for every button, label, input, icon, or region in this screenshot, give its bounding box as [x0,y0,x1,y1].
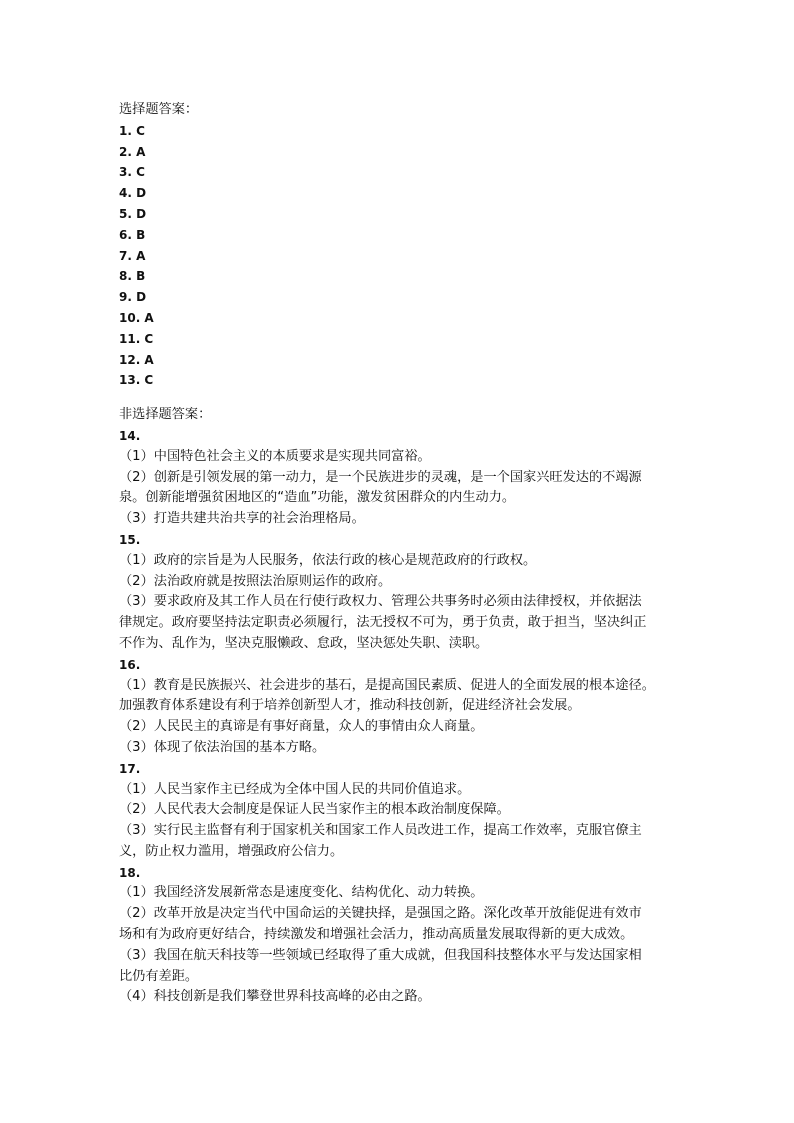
multiple-choice-heading: 选择题答案： [119,102,199,117]
mc-answer-1: 1. C [119,123,145,138]
answer-line: 场和有为政府更好结合，持续激发和增强社会活力，推动高质量发展取得新的更大成效。 [119,927,634,943]
answer-line: （3）打造共建共治共享的社会治理格局。 [119,511,365,527]
answer-line: （1）我国经济发展新常态是速度变化、结构优化、动力转换。 [119,885,484,901]
answer-line: 加强教育体系建设有利于培养创新型人才，推动科技创新，促进经济社会发展。 [119,698,581,714]
answer-line: （2）人民代表大会制度是保证人民当家作主的根本政治制度保障。 [119,802,510,818]
mc-answer-4: 4. D [119,186,147,201]
question-15 [119,530,689,655]
mc-answer-11: 11. C [119,331,154,346]
question-number: 15. [119,532,141,547]
answer-line: （4）科技创新是我们攀登世界科技高峰的必由之路。 [119,989,431,1005]
section-spacer [119,391,689,405]
answer-line: （3）体现了依法治国的基本方略。 [119,739,326,755]
question-number: 18. [119,865,141,880]
answer-line: （2）人民民主的真谛是有事好商量，众人的事情由众人商量。 [119,719,484,735]
mc-answer-3: 3. C [119,165,145,180]
answer-line: 比仍有差距。 [119,968,199,984]
mc-answer-13: 13. C [119,373,154,388]
answer-line: （1）中国特色社会主义的本质要求是实现共同富裕。 [119,448,431,464]
question-14 [119,426,689,530]
answer-line: 义，防止权力滥用，增强政府公信力。 [119,843,344,859]
question-16 [119,655,689,759]
mc-answer-8: 8. B [119,269,146,284]
answer-line: （2）改革开放是决定当代中国命运的关键抉择，是强国之路。深化改革开放能促进有效市 [119,906,642,922]
answer-line: 律规定。政府要坚持法定职责必须履行，法无授权不可为，勇于负责，敢于担当，坚决纠正 [119,615,647,631]
question-number: 14. [119,428,141,443]
question-18 [119,863,689,1009]
answer-line: （1）政府的宗旨是为人民服务，依法行政的核心是规范政府的行政权。 [119,552,537,568]
answer-line: （3）实行民主监督有利于国家机关和国家工作人员改进工作，提高工作效率，克服官僚主 [119,823,642,839]
question-number: 17. [119,761,141,776]
answer-line: （2）法治政府就是按照法治原则运作的政府。 [119,573,392,589]
answer-line: （3）要求政府及其工作人员在行使行政权力、管理公共事务时必须由法律授权，并依据法 [119,594,642,610]
answer-line: 不作为、乱作为，坚决克服懒政、怠政，坚决惩处失职、渎职。 [119,635,489,651]
mc-answer-12: 12. A [119,352,154,367]
mc-answer-2: 2. A [119,144,146,159]
answer-line: 泉。创新能增强贫困地区的“造血”功能，激发贫困群众的内生动力。 [119,490,516,506]
mc-answer-6: 6. B [119,227,146,242]
answer-line: （1）人民当家作主已经成为全体中国人民的共同价值追求。 [119,781,471,797]
answer-line: （3）我国在航天科技等一些领域已经取得了重大成就，但我国科技整体水平与发达国家相 [119,947,642,963]
mc-answer-7: 7. A [119,248,146,263]
mc-answer-10: 10. A [119,310,154,325]
question-number: 16. [119,657,141,672]
answer-line: （1）教育是民族振兴、社会进步的基石，是提高国民素质、促进人的全面发展的根本途径。 [119,677,655,693]
open-questions-heading: 非选择题答案： [119,407,212,423]
answer-document [119,100,689,1008]
question-17 [119,759,689,863]
multiple-choice-answer-list [119,121,689,391]
answer-line: （2）创新是引领发展的第一动力，是一个民族进步的灵魂，是一个国家兴旺发达的不竭源 [119,469,642,485]
mc-answer-9: 9. D [119,290,147,305]
mc-answer-5: 5. D [119,206,147,221]
